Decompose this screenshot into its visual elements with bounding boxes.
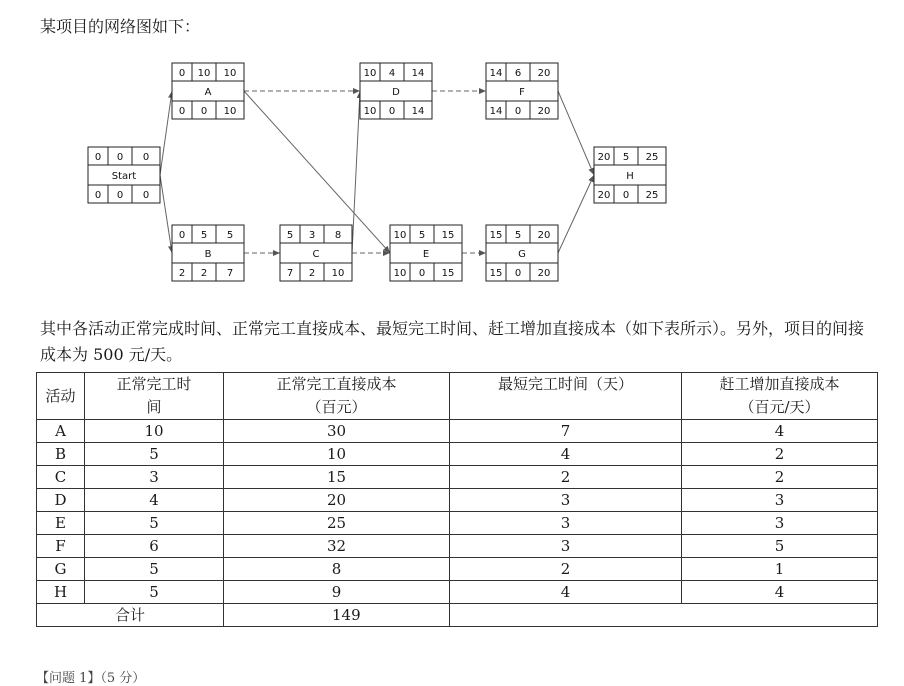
- node-bottom-value: 0: [514, 268, 522, 279]
- node-top-value: 6: [514, 68, 522, 79]
- cell-crash-cost: 3: [682, 512, 878, 535]
- node-bottom-value: 0: [178, 106, 186, 117]
- cell-min-time: 7: [450, 420, 682, 443]
- cell-min-time: 4: [450, 581, 682, 604]
- node-label: B: [204, 249, 212, 260]
- cell-normal-time: 5: [85, 443, 224, 466]
- table-row: [37, 512, 878, 535]
- node-top-value: 14: [489, 68, 503, 79]
- header-min-time: 最短完工时间（天）: [450, 373, 682, 420]
- node-bottom-value: 0: [142, 190, 150, 201]
- cell-normal-cost: 25: [224, 512, 450, 535]
- cell-normal-cost: 9: [224, 581, 450, 604]
- node-label: A: [204, 87, 212, 98]
- node-bottom-value: 20: [537, 268, 551, 279]
- node-bottom-value: 2: [200, 268, 208, 279]
- cell-min-time: 2: [450, 558, 682, 581]
- node-bottom-value: 0: [388, 106, 396, 117]
- edge-start-A: [160, 91, 172, 175]
- node-top-value: 5: [514, 230, 522, 241]
- table-row: [37, 420, 878, 443]
- header-crash-cost: 赶工增加直接成本 （百元/天）: [682, 373, 878, 420]
- node-label: H: [626, 171, 634, 182]
- node-top-value: 15: [489, 230, 503, 241]
- cell-activity: H: [37, 581, 85, 604]
- node-g: [486, 225, 558, 281]
- node-label: G: [518, 249, 526, 260]
- node-e: [390, 225, 462, 281]
- node-bottom-value: 0: [200, 106, 208, 117]
- cell-crash-cost: 2: [682, 443, 878, 466]
- node-h: [594, 147, 666, 203]
- table-row: [37, 489, 878, 512]
- cell-normal-cost: 20: [224, 489, 450, 512]
- node-d: [360, 63, 432, 119]
- node-top-value: 10: [223, 68, 237, 79]
- cell-normal-cost: 32: [224, 535, 450, 558]
- node-bottom-value: 0: [94, 190, 102, 201]
- node-bottom-value: 10: [393, 268, 407, 279]
- node-a: [172, 63, 244, 119]
- cell-activity: G: [37, 558, 85, 581]
- header-activity: 活动: [37, 373, 85, 420]
- cell-normal-time: 3: [85, 466, 224, 489]
- cell-normal-time: 5: [85, 581, 224, 604]
- node-bottom-value: 7: [286, 268, 294, 279]
- node-top-value: 0: [94, 152, 102, 163]
- node-top-value: 20: [537, 68, 551, 79]
- node-label: D: [392, 87, 400, 98]
- cell-normal-time: 6: [85, 535, 224, 558]
- node-bottom-value: 14: [411, 106, 425, 117]
- node-bottom-value: 20: [597, 190, 611, 201]
- cell-crash-cost: 4: [682, 420, 878, 443]
- cell-activity: A: [37, 420, 85, 443]
- cell-activity: C: [37, 466, 85, 489]
- node-top-value: 0: [178, 68, 186, 79]
- note-text: 其中各活动正常完成时间、正常完工直接成本、最短完工时间、赶工增加直接成本（如下表所示）。另外，项目的间接成本为 500 元/天。: [40, 319, 865, 364]
- node-bottom-value: 0: [514, 106, 522, 117]
- table-total-row: [37, 604, 878, 627]
- cell-activity: D: [37, 489, 85, 512]
- node-top-value: 20: [597, 152, 611, 163]
- node-top-value: 3: [308, 230, 316, 241]
- header-normal-cost: 正常完工直接成本 （百元）: [224, 373, 450, 420]
- node-top-value: 20: [537, 230, 551, 241]
- cell-normal-time: 10: [85, 420, 224, 443]
- cell-crash-cost: 5: [682, 535, 878, 558]
- node-bottom-value: 0: [116, 190, 124, 201]
- node-bottom-value: 2: [308, 268, 316, 279]
- edge-start-B: [160, 175, 172, 253]
- header-normal-time: 正常完工时 间: [85, 373, 224, 420]
- node-top-value: 5: [418, 230, 426, 241]
- node-label: F: [519, 87, 525, 98]
- table-header-row: [37, 373, 878, 420]
- total-label: 合计: [37, 604, 224, 627]
- cell-crash-cost: 3: [682, 489, 878, 512]
- node-top-value: 5: [286, 230, 294, 241]
- total-value: 149: [224, 604, 450, 627]
- cell-crash-cost: 4: [682, 581, 878, 604]
- cell-min-time: 3: [450, 535, 682, 558]
- node-top-value: 5: [200, 230, 208, 241]
- table-row: [37, 443, 878, 466]
- node-top-value: 0: [116, 152, 124, 163]
- node-bottom-value: 2: [178, 268, 186, 279]
- cell-normal-cost: 8: [224, 558, 450, 581]
- cost-table: [36, 372, 878, 627]
- cell-normal-cost: 30: [224, 420, 450, 443]
- cell-normal-time: 5: [85, 512, 224, 535]
- node-top-value: 15: [441, 230, 455, 241]
- node-bottom-value: 10: [331, 268, 345, 279]
- cell-min-time: 4: [450, 443, 682, 466]
- node-start: [88, 147, 160, 203]
- node-top-value: 5: [226, 230, 234, 241]
- node-bottom-value: 0: [418, 268, 426, 279]
- node-bottom-value: 7: [226, 268, 234, 279]
- cell-normal-time: 4: [85, 489, 224, 512]
- table-row: [37, 466, 878, 489]
- cut-off-text: 【问题 1】（5 分）: [36, 671, 146, 686]
- intro-text: 某项目的网络图如下：: [40, 17, 201, 36]
- node-top-value: 0: [178, 230, 186, 241]
- cell-crash-cost: 2: [682, 466, 878, 489]
- node-top-value: 5: [622, 152, 630, 163]
- node-top-value: 4: [388, 68, 396, 79]
- node-bottom-value: 0: [622, 190, 630, 201]
- table-row: [37, 535, 878, 558]
- cell-normal-cost: 15: [224, 466, 450, 489]
- table-row: [37, 581, 878, 604]
- cell-activity: F: [37, 535, 85, 558]
- cell-min-time: 3: [450, 512, 682, 535]
- node-bottom-value: 15: [441, 268, 455, 279]
- cell-min-time: 3: [450, 489, 682, 512]
- node-bottom-value: 20: [537, 106, 551, 117]
- node-layer: [88, 63, 666, 281]
- cell-min-time: 2: [450, 466, 682, 489]
- node-label: Start: [111, 171, 137, 182]
- node-top-value: 25: [645, 152, 659, 163]
- node-label: C: [312, 249, 320, 260]
- node-bottom-value: 10: [223, 106, 237, 117]
- node-top-value: 14: [411, 68, 425, 79]
- node-label: E: [422, 249, 430, 260]
- node-bottom-value: 15: [489, 268, 503, 279]
- edge-G-H: [558, 175, 594, 253]
- node-bottom-value: 14: [489, 106, 503, 117]
- edge-F-H: [558, 91, 594, 175]
- node-f: [486, 63, 558, 119]
- node-bottom-value: 25: [645, 190, 659, 201]
- cell-normal-cost: 10: [224, 443, 450, 466]
- node-bottom-value: 10: [363, 106, 377, 117]
- node-b: [172, 225, 244, 281]
- node-top-value: 8: [334, 230, 342, 241]
- cell-crash-cost: 1: [682, 558, 878, 581]
- network-diagram: [0, 0, 904, 300]
- node-top-value: 10: [363, 68, 377, 79]
- node-top-value: 10: [197, 68, 211, 79]
- edge-C-D: [352, 91, 360, 253]
- cell-activity: B: [37, 443, 85, 466]
- table-row: [37, 558, 878, 581]
- node-top-value: 0: [142, 152, 150, 163]
- node-top-value: 10: [393, 230, 407, 241]
- node-c: [280, 225, 352, 281]
- cell-activity: E: [37, 512, 85, 535]
- cell-normal-time: 5: [85, 558, 224, 581]
- total-empty: [450, 604, 878, 627]
